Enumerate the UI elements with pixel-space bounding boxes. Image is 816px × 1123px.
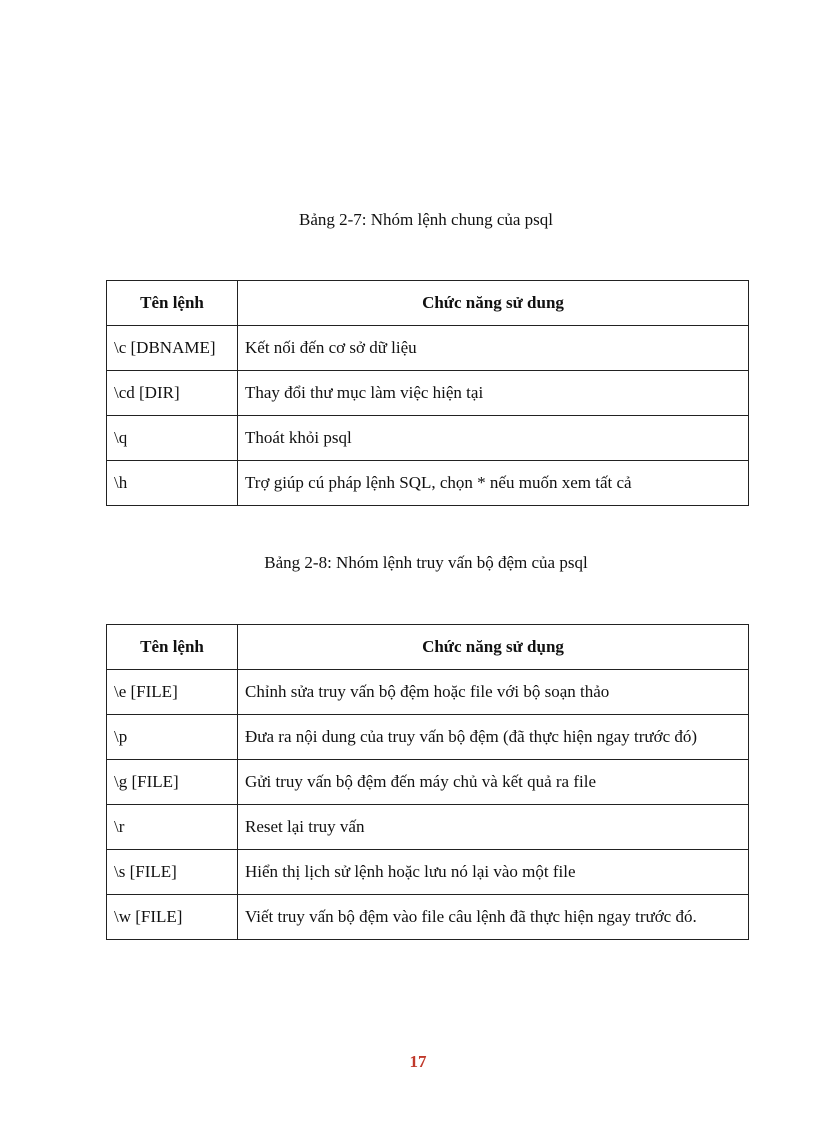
page-number: 17 <box>409 1052 427 1071</box>
column-header-function: Chức năng sử dung <box>238 281 749 326</box>
table-row <box>107 715 749 760</box>
command-description-cell: Gửi truy vấn bộ đệm đến máy chủ và kết quả ra file <box>238 760 749 805</box>
command-name-cell: \r <box>107 805 238 850</box>
command-description-cell: Thay đổi thư mục làm việc hiện tại <box>238 371 749 416</box>
command-description-cell: Viết truy vấn bộ đệm vào file câu lệnh đã thực hiện ngay trước đó. <box>238 895 749 940</box>
buffer-commands-table <box>106 624 749 940</box>
table-row <box>107 895 749 940</box>
command-description-cell: Hiển thị lịch sử lệnh hoặc lưu nó lại vào một file <box>238 850 749 895</box>
general-commands-table <box>106 280 749 506</box>
table-row <box>107 805 749 850</box>
command-description-cell: Trợ giúp cú pháp lệnh SQL, chọn * nếu muốn xem tất cả <box>238 461 749 506</box>
command-description-cell: Kết nối đến cơ sở dữ liệu <box>238 326 749 371</box>
command-name-cell: \e [FILE] <box>107 670 238 715</box>
table-row <box>107 760 749 805</box>
column-header-function: Chức năng sử dụng <box>238 625 749 670</box>
command-name-cell: \h <box>107 461 238 506</box>
table-row <box>107 461 749 506</box>
table-header-row <box>107 281 749 326</box>
command-name-cell: \p <box>107 715 238 760</box>
command-name-cell: \cd [DIR] <box>107 371 238 416</box>
column-header-command-name: Tên lệnh <box>107 281 238 326</box>
command-name-cell: \c [DBNAME] <box>107 326 238 371</box>
table-row <box>107 670 749 715</box>
table-row <box>107 326 749 371</box>
command-name-cell: \q <box>107 416 238 461</box>
table-caption-buffer-commands: Bảng 2-8: Nhóm lệnh truy vấn bộ đệm của psql <box>264 553 588 572</box>
table-header-row <box>107 625 749 670</box>
table-row <box>107 371 749 416</box>
command-name-cell: \w [FILE] <box>107 895 238 940</box>
command-description-cell: Reset lại truy vấn <box>238 805 749 850</box>
command-description-cell: Đưa ra nội dung của truy vấn bộ đệm (đã thực hiện ngay trước đó) <box>238 715 749 760</box>
table-caption-general-commands: Bảng 2-7: Nhóm lệnh chung của psql <box>298 210 553 229</box>
command-description-cell: Chỉnh sửa truy vấn bộ đệm hoặc file với bộ soạn thảo <box>238 670 749 715</box>
command-description-cell: Thoát khỏi psql <box>238 416 749 461</box>
command-name-cell: \g [FILE] <box>107 760 238 805</box>
command-name-cell: \s [FILE] <box>107 850 238 895</box>
table-row <box>107 416 749 461</box>
table-row <box>107 850 749 895</box>
column-header-command-name: Tên lệnh <box>107 625 238 670</box>
